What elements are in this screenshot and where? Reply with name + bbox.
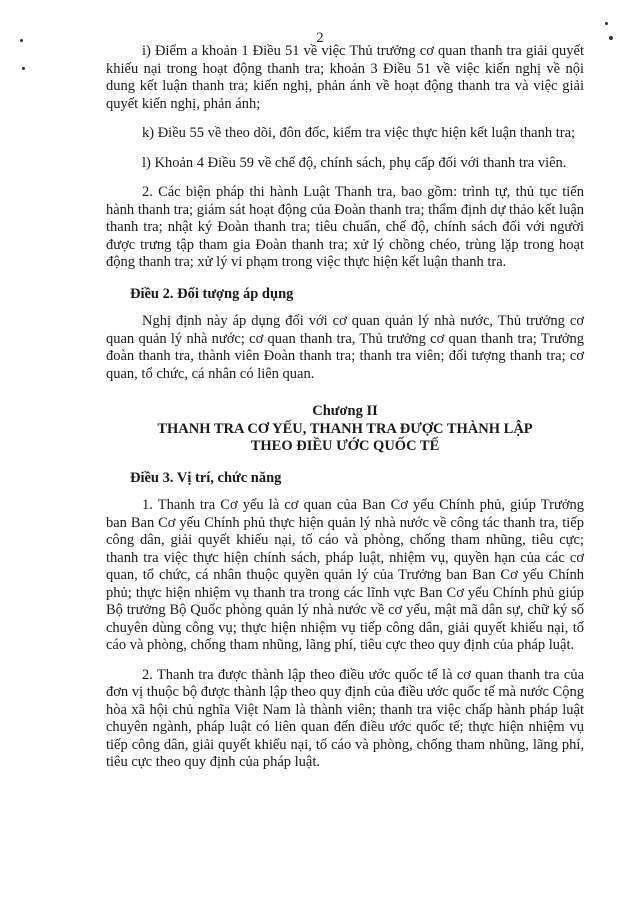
- paragraph-item-k: k) Điều 55 về theo dõi, đôn đốc, kiểm tra việc thực hiện kết luận thanh tra;: [142, 125, 576, 141]
- chapter-label: Chương II: [312, 403, 378, 419]
- paragraph-item-i: i) Điểm a khoản 1 Điều 51 về việc Thủ trưởng cơ quan thanh tra giải quyết khiếu nại trong hoạt động thanh tra; khoản 3 Điều 51 về việc kiến nghị về nội dung kết luận thanh tra; kiến nghị, phản ánh về hoạt động thanh tra và việc giải quyết kiến nghị, phản ánh;: [106, 43, 584, 112]
- article-3-heading: Điều 3. Vị trí, chức năng: [130, 469, 282, 486]
- article-3-clause-2: 2. Thanh tra được thành lập theo điều ước quốc tế là cơ quan thanh tra của đơn vị thuộc bộ được thành lập theo quy định của điều ước quốc tế mà nước Cộng hòa xã hội chủ nghĩa Việt Nam là thành viên; thanh tra việc chấp hành pháp luật chuyên ngành, pháp luật có liên quan đến điều ước quốc tế; thực hiện nhiệm vụ tiếp công dân, giải quyết khiếu nại, tố cáo và phòng, chống tham nhũng, lãng phí, tiêu cực theo quy định của pháp luật.: [106, 666, 584, 770]
- article-3-clause-1: 1. Thanh tra Cơ yếu là cơ quan của Ban Cơ yếu Chính phủ, giúp Trưởng ban Ban Cơ yếu Chính phủ thực hiện quản lý nhà nước về công tác thanh tra, tiếp công dân, giải quyết khiếu nại, tố cáo và phòng, chống tham nhũng, tiêu cực; thanh tra việc thực hiện chính sách, pháp luật, nhiệm vụ, quyền hạn của các cơ quan, tổ chức, cá nhân thuộc quyền quản lý của Trưởng ban Ban Cơ yếu Chính phủ; thực hiện nhiệm vụ thanh tra trong các lĩnh vực Ban Cơ yếu Chính phủ giúp Bộ trưởng Bộ Quốc phòng quản lý nhà nước về cơ yếu, mật mã dân sự, chữ ký số chuyên dùng công vụ; thực hiện nhiệm vụ tiếp công dân, giải quyết khiếu nại, tố cáo và phòng, chống tham nhũng, lãng phí, tiêu cực theo quy định của pháp luật.: [106, 497, 584, 653]
- article-2-heading: Điều 2. Đối tượng áp dụng: [130, 285, 294, 302]
- chapter-title-line1: THANH TRA CƠ YẾU, THANH TRA ĐƯỢC THÀNH LẬP: [157, 420, 533, 437]
- paragraph-clause-2: 2. Các biện pháp thi hành Luật Thanh tra, bao gồm: trình tự, thủ tục tiến hành thanh tra; giám sát hoạt động của Đoàn thanh tra; thẩm định dự thảo kết luận thanh tra; nhật ký Đoàn thanh tra; tiêu chuẩn, chế độ, chính sách đối với người được trưng tập tham gia Đoàn thanh tra; xử lý chồng chéo, trùng lặp trong hoạt động thanh tra; xử lý vi phạm trong việc thực hiện kết luận thanh tra.: [106, 184, 584, 270]
- scan-speck: [22, 67, 25, 70]
- page-number: 2: [316, 30, 324, 46]
- chapter-heading: [106, 403, 584, 456]
- chapter-title-line2: THEO ĐIỀU ƯỚC QUỐC TẾ: [250, 438, 440, 454]
- document-body: [106, 43, 584, 784]
- article-2-body: Nghị định này áp dụng đối với cơ quan quản lý nhà nước, Thủ trưởng cơ quan quản lý nhà nước; cơ quan thanh tra, Thủ trưởng cơ quan thanh tra; Trưởng đoàn thanh tra, thành viên Đoàn thanh tra; thanh tra viên; đối tượng thanh tra; cơ quan, tổ chức, cá nhân có liên quan.: [106, 313, 584, 382]
- paragraph-item-l: l) Khoản 4 Điều 59 về chế độ, chính sách, phụ cấp đối với thanh tra viên.: [142, 154, 567, 171]
- scan-speck: [605, 22, 608, 25]
